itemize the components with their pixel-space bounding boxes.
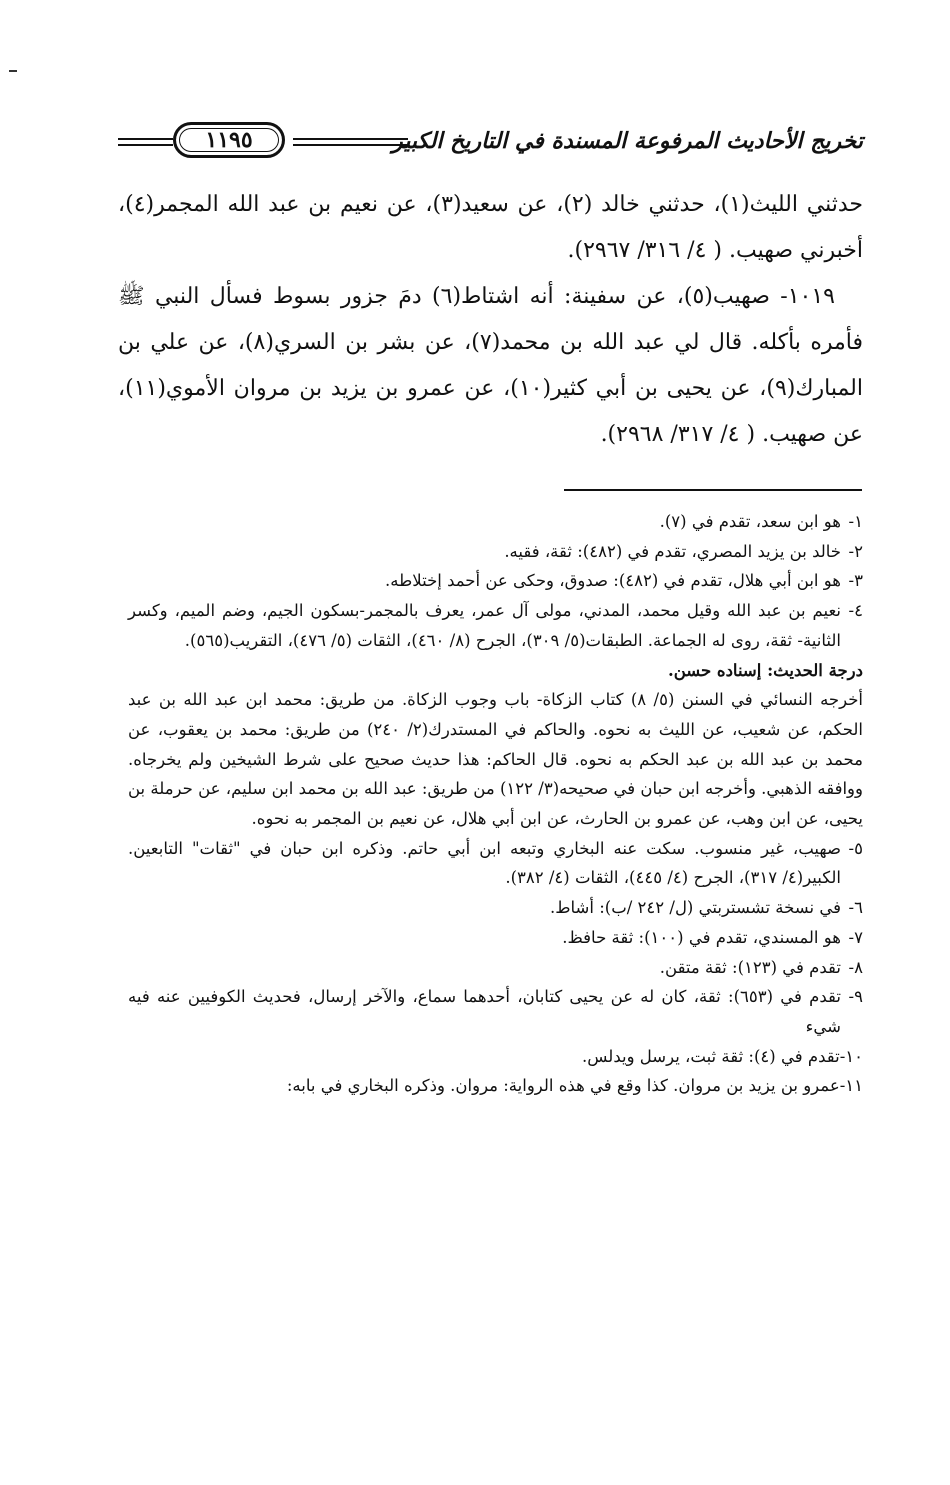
page-header [118, 120, 863, 166]
scan-mark [9, 70, 17, 72]
footnote-number: ١٠- [839, 1046, 863, 1066]
page-number-badge: ١١٩٥ [173, 122, 285, 158]
footnote-number: ٩- [848, 987, 863, 1007]
footnote-text: هو ابن سعد، تقدم في (٧). [659, 512, 841, 531]
footnote-text: صهيب، غير منسوب. سكت عنه البخاري وتبعه ابن أبي حاتم. وذكره ابن حبان في "ثقات" التابعين. الكبير(٤/ ٣١٧)، الجرح (٤/ ٤٤٥)، الثقات (٤/ ٣٨٢). [128, 838, 841, 888]
main-text [118, 182, 863, 458]
footnote-text: في نسخة تشستربتي (ل/ ٢٤٢ /ب): أشاط. [550, 898, 841, 918]
footnote-divider [564, 489, 862, 491]
footnote [128, 893, 863, 923]
footnote-text: نعيم بن عبد الله وقيل محمد، المدني، مولى آل عمر، يعرف بالمجمر-بسكون الجيم، وضم الميم، وكسر الثانية- ثقة، روى له الجماعة. الطبقات(٥/ ٣٠٩)، الجرح (٨/ ٤٦٠)، الثقات (٥/ ٤٧٦)، التقريب(٥٦٥). [128, 601, 841, 650]
footnote-text: هو المسندي، تقدم في (١٠٠): ثقة حافظ. [562, 927, 841, 947]
takhrij-paragraph: أخرجه النسائي في السنن (٥/ ٨) كتاب الزكاة- باب وجوب الزكاة. من طريق: محمد ابن عبد الله بن عبد الحكم، عن شعيب، عن الليث به نحوه. والحاكم في المستدرك(٢/ ٢٤٠) من طريق: محمد بن يعقوب، عن محمد بن عبد الله بن عبد الحكم به نحوه. قال الحاكم: هذا حديث صحيح على شرط الشيخين ولم يخرجاه. ووافقه الذهبي. وأخرجه ابن حبان في صحيحه(٣/ ١٢٢) من طريق: عبد الله بن محمد ابن سليم، عن حرملة بن يحيى، عن ابن وهب، عن عمرو بن الحارث، عن ابن أبي هلال، عن نعيم بن المجمر به نحوه. [128, 690, 864, 829]
footnote-text: هو ابن أبي هلال، تقدم في (٤٨٢): صدوق، وحكى عن أحمد إختلاطه. [385, 571, 841, 591]
footnote-number: ١١- [839, 1076, 863, 1096]
header-rule-right [293, 138, 408, 146]
running-title: تخريج الأحاديث المرفوعة المسندة في التاريخ الكبير [392, 128, 863, 154]
footnote [128, 982, 863, 1041]
footnote-text: تقدم في (٤): ثقة ثبت، يرسل ويدلس. [582, 1046, 840, 1066]
header-rule-left [118, 138, 173, 146]
footnote [128, 537, 863, 567]
footnote-number: ٦- [848, 898, 863, 918]
footnote-number: ٨- [848, 957, 863, 977]
footnote-number: ٧- [848, 927, 863, 947]
footnote [128, 566, 863, 596]
footnote-number: ٤- [848, 601, 863, 621]
footnote-number: ٣- [848, 571, 863, 591]
footnote-number: ١- [848, 512, 863, 531]
footnote-text: تقدم في (١٢٣): ثقة متقن. [659, 957, 841, 977]
main-paragraph-1: حدثني الليث(١)، حدثني خالد (٢)، عن سعيد(٣)، عن نعيم بن عبد الله المجمر(٤)، أخبرني صهيب. ( ٤/ ٣١٦/ ٢٩٦٧). [118, 192, 863, 263]
footnote-number: ٥- [848, 838, 863, 858]
footnote-number: ٢- [848, 541, 863, 561]
footnote [128, 596, 863, 655]
footnotes [128, 507, 863, 1101]
footnote [128, 1042, 863, 1072]
footnote [128, 834, 863, 893]
footnote [128, 953, 863, 983]
footnote [128, 1071, 863, 1101]
main-paragraph-2: ١٠١٩- صهيب(٥)، عن سفينة: أنه اشتاط(٦) دمَ جزور بسوط فسأل النبي ﷺ فأمره بأكله. قال لي عبد الله بن محمد(٧)، عن بشر بن السري(٨)، عن علي بن المبارك(٩)، عن يحيى بن أبي كثير(١٠)، عن عمرو بن يزيد بن مروان الأموي(١١)، عن صهيب. ( ٤/ ٣١٧/ ٢٩٦٨). [118, 284, 864, 447]
footnote-text: خالد بن يزيد المصري، تقدم في (٤٨٢): ثقة، فقيه. [504, 541, 841, 561]
footnote-text: تقدم في (٦٥٣): ثقة، كان له عن يحيى كتابان، أحدهما سماع، والآخر إرسال، فحديث الكوفيين عنه فيه شيء [128, 987, 841, 1036]
footnote-text: عمرو بن يزيد بن مروان. كذا وقع في هذه الرواية: مروان. وذكره البخاري في بابه: [286, 1076, 840, 1096]
footnote [128, 923, 863, 953]
hadith-grade: درجة الحديث: إسناده حسن. [667, 660, 863, 680]
footnote [128, 507, 863, 537]
